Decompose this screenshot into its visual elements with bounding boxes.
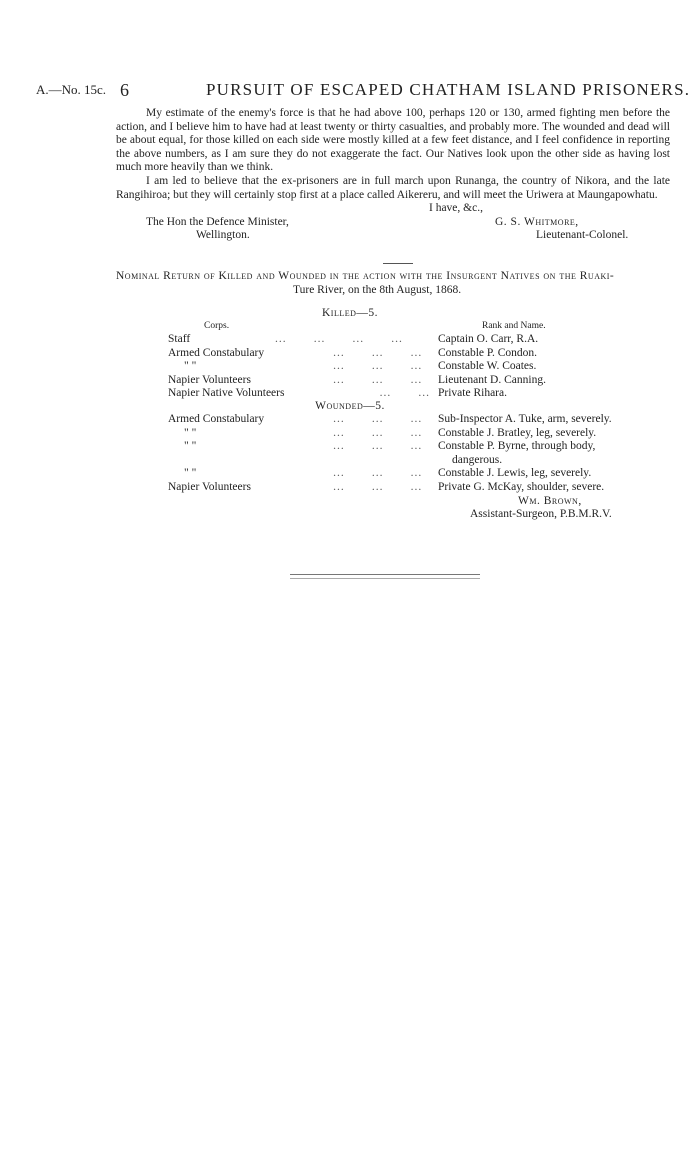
sign-off: I have, &c., xyxy=(429,202,483,215)
section-divider xyxy=(383,263,413,264)
table-row xyxy=(0,454,700,468)
addressee: The Hon the Defence Minister, xyxy=(146,215,289,228)
table-row xyxy=(0,333,700,347)
nominal-return-title-line1: Nominal Return of Killed and Wounded in the action with the Insurgent Natives on the Ruaki- xyxy=(116,270,615,282)
killed-list xyxy=(0,333,700,401)
wounded-list xyxy=(0,413,700,522)
corps-cell: Armed Constabulary xyxy=(168,413,265,425)
corps-cell: Napier Native Volunteers xyxy=(168,387,285,400)
page-header xyxy=(36,80,691,104)
leader-dots: ... ... ... xyxy=(275,480,423,493)
corps-cell: Napier Volunteers xyxy=(168,373,251,386)
rank-name-cell: Sub-Inspector A. Tuke, arm, severely. xyxy=(438,413,612,425)
table-row xyxy=(0,440,700,454)
rank-name-cell: Constable J. Bratley, leg, severely. xyxy=(438,426,597,439)
killed-heading: Killed—5. xyxy=(321,307,379,319)
document-reference: A.—No. 15c. xyxy=(36,82,107,97)
corps-cell: Staff xyxy=(168,333,191,345)
corps-cell: Armed Constabulary xyxy=(168,346,265,359)
leader-dots: ... ... ... xyxy=(275,440,423,453)
signatory-name: G. S. Whitmore, xyxy=(495,215,579,228)
addressee-place: Wellington. xyxy=(196,229,250,242)
leader-dots: ... ... ... xyxy=(275,346,423,359)
rank-name-cell: Constable P. Byrne, through body, xyxy=(438,440,596,453)
surgeon-rank-row xyxy=(0,508,700,522)
nominal-return-title-line2: Ture River, on the 8th August, 1868. xyxy=(293,283,462,296)
table-row xyxy=(0,347,700,361)
rank-name-cell: Private Rihara. xyxy=(438,387,507,400)
leader-dots: ... ... ... xyxy=(275,467,423,480)
table-row xyxy=(0,467,700,481)
corps-cell: " " xyxy=(184,440,197,453)
surgeon-name: Wm. Brown, xyxy=(518,494,582,507)
leader-dots: ... ... ... ... xyxy=(275,333,403,345)
leader-dots: ... ... ... xyxy=(275,413,423,425)
table-row xyxy=(0,387,700,401)
paragraph-estimate: My estimate of the enemy's force is that he had above 100, perhaps 120 or 130, armed fighting men before the action, and I believe him to have had at least twenty or thirty casualties, and probably more. The wounded and dead will be about equal, for those killed on each side were mostly killed at a few feet distance, and I feel confidence in reporting the above numbers, as I am sure they do not exaggerate the fact. Our Natives look upon the other side as having lost much more heavily than we think. xyxy=(116,107,670,174)
table-row xyxy=(0,481,700,495)
page-number: 6 xyxy=(120,80,129,100)
corps-cell: " " xyxy=(184,360,197,373)
rank-name-continuation: dangerous. xyxy=(452,453,503,466)
signature-row-3 xyxy=(116,229,670,243)
signature-row-2 xyxy=(116,216,670,230)
leader-dots: ... ... ... xyxy=(275,373,423,386)
corps-cell: " " xyxy=(184,467,197,480)
page-title: PURSUIT OF ESCAPED CHATHAM ISLAND PRISONERS. xyxy=(206,80,691,99)
rank-name-cell: Constable J. Lewis, leg, severely. xyxy=(438,467,592,480)
rank-name-cell: Private G. McKay, shoulder, severe. xyxy=(438,480,605,493)
rank-name-cell: Constable W. Coates. xyxy=(438,360,537,373)
table-row xyxy=(0,360,700,374)
nominal-return-title xyxy=(116,270,670,297)
wounded-heading: Wounded—5. xyxy=(315,400,385,412)
paragraph-movement: I am led to believe that the ex-prisoners are in full march upon Runanga, the country of Nikora, and the late Rangihiroa; but they will certainly stop first at a place called Aikereru, and will meet the Uriwera at Maungapowhatu. xyxy=(116,174,670,201)
rank-name-cell: Lieutenant D. Canning. xyxy=(438,373,546,386)
corps-cell: " " xyxy=(184,426,197,439)
rank-name-cell: Captain O. Carr, R.A. xyxy=(438,333,539,345)
table-row xyxy=(0,374,700,388)
rank-name-cell: Constable P. Condon. xyxy=(438,346,538,359)
surgeon-name-row xyxy=(0,495,700,509)
corps-cell: Napier Volunteers xyxy=(168,480,251,493)
surgeon-rank: Assistant-Surgeon, P.B.M.R.V. xyxy=(470,508,612,521)
signatory-rank: Lieutenant-Colonel. xyxy=(536,229,629,242)
leader-dots: ... ... xyxy=(275,387,430,400)
table-row xyxy=(0,427,700,441)
leader-dots: ... ... ... xyxy=(275,360,423,373)
leader-dots: ... ... ... xyxy=(275,426,423,439)
end-rule xyxy=(290,574,480,579)
table-row xyxy=(0,413,700,427)
letter-body xyxy=(116,107,670,243)
column-header-corps: Corps. xyxy=(204,321,230,331)
column-header-rank: Rank and Name. xyxy=(482,321,546,331)
signature-row-1 xyxy=(116,202,670,216)
